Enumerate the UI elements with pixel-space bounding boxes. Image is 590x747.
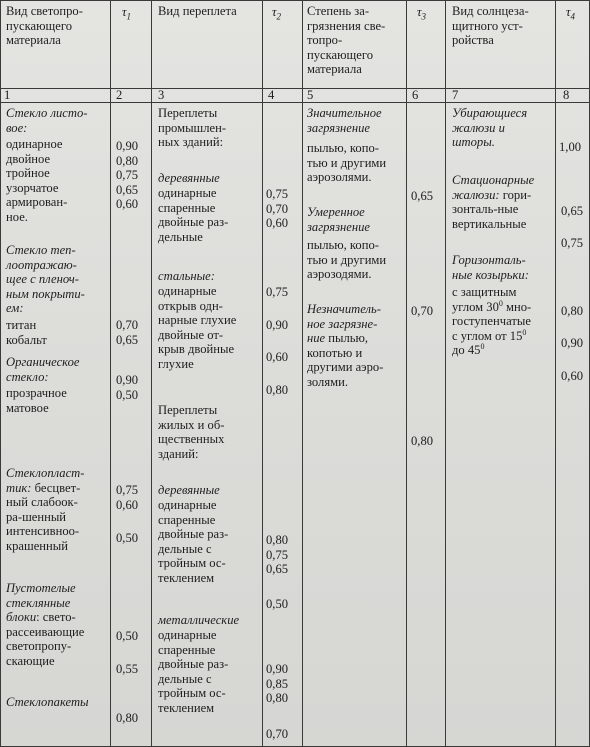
column-divider [445,0,446,747]
tau4-retractable: 1,00 [559,140,582,154]
tau1-hollow-a: 0,50 [116,629,139,643]
tau1-sheet-glass: 0,90 0,80 0,75 0,65 0,60 [116,139,139,212]
colnum-1: 1 [4,88,11,102]
header-frame: Вид переплета [158,4,237,18]
tau4-stationary-a: 0,65 [561,204,584,218]
header-divider [0,88,590,89]
column-divider [151,0,152,747]
tau2-steel-d: 0,80 [266,383,289,397]
wooden-frames-2-title: деревянные [158,483,220,497]
degree-mark: 0 [498,298,503,308]
colnum-5: 5 [307,88,314,102]
wooden-frames-title: деревянные [158,171,220,185]
wooden-frames-2-items: одинарные спаренные двойные раз- дельные с тройным ос- теклением [158,498,229,585]
tau1-heat-glass: 0,70 0,65 [116,318,139,347]
tau2-wooden-2-b: 0,50 [266,597,289,611]
tau-symbol: τ [122,5,127,19]
colnum-2: 2 [116,88,123,102]
degree-mark: 0 [522,327,527,337]
header-tau3 [417,5,426,22]
tau3-light: 0,80 [411,434,434,448]
wooden-frames-items: одинарные спаренные двойные раз- дельные [158,186,229,244]
tau1-organic-glass: 0,90 0,50 [116,373,139,402]
tau4-visor-b: 0,90 [561,336,584,350]
tau-symbol: τ [566,5,571,19]
tau3-heavy: 0,65 [411,189,434,203]
tau-subscript: 3 [421,11,427,22]
tau1-fiberglass-b: 0,50 [116,531,139,545]
fiberglass-title: Стеклопласт- тик: [6,466,85,495]
visor-line: гоступенчатые [452,314,531,329]
steel-frames-items: одинарные открыв одн- нарные глухие двойные от- крыв двойные глухие [158,284,237,371]
tau-subscript: 1 [126,11,132,22]
visor-line [452,343,556,358]
tau1-fiberglass-a: 0,75 0,60 [116,483,139,512]
visor-line [452,329,556,344]
header-pollution: Степень за- грязнения све- топро- пускающего материала [307,4,386,77]
tau1-hollow-b: 0,55 [116,662,139,676]
tau-symbol: τ [272,5,277,19]
visor-text: мно- [502,299,532,314]
tau-subscript: 4 [570,11,576,22]
organic-glass-title: Органическое стекло: [6,355,80,384]
colnum-divider [0,102,590,103]
metal-frames-items: одинарные спаренные двойные раз- дельные с тройным ос- теклением [158,628,229,715]
organic-glass-items: прозрачное матовое [6,386,67,415]
tau-subscript: 2 [276,11,282,22]
tau4-visor-c: 0,60 [561,369,584,383]
tau1-packets: 0,80 [116,711,139,725]
colnum-8: 8 [563,88,570,102]
moderate-pollution-title: Умеренное загрязнение [307,205,370,234]
table-border-left [0,0,1,747]
tau2-wooden-2: 0,80 0,75 0,65 [266,533,289,577]
residential-frames: Переплеты жилых и об- щественных зданий: [158,403,225,461]
tau2-metal: 0,90 0,85 0,80 [266,662,289,706]
stationary-blinds-title: Стационарные жалюзи: [452,173,535,202]
visors-items [452,285,556,358]
colnum-3: 3 [158,88,165,102]
header-tau2 [272,5,281,22]
column-divider [110,0,111,747]
moderate-pollution-items: пылью, копо- тью и другими аэрозодями. [307,238,387,282]
retractable-blinds: Убирающиеся жалюзи и шторы. [452,106,528,150]
light-pollution-title: Незначитель- ное загрязне- ние [307,302,381,346]
tau3-moderate: 0,70 [411,304,434,318]
tau4-stationary-b: 0,75 [561,236,584,250]
metal-frames-title: металлические [158,613,240,627]
light-pollution-cell [307,302,406,390]
heavy-pollution-items: пылью, копо- тью и другими аэрозолями. [307,141,387,185]
header-tau4 [566,5,575,22]
light-pollution-items: пылью, копотью и другими аэро- золями. [307,331,384,389]
visor-text: с углом от 15 [452,328,523,343]
header-tau1 [122,5,131,22]
tau-symbol: τ [417,5,422,19]
hollow-blocks-cell [6,581,110,669]
header-material: Вид светопро- пускающего материала [6,4,83,48]
visor-line: с защитным [452,285,517,299]
stationary-blinds-items: гори- зонталь-ные вертикальные [452,187,532,231]
column-divider [262,0,263,747]
fiberglass-items: бесцвет- ный слабоок- ра-шенный интенсивноо- крашенный [6,480,81,553]
column-divider [302,0,303,747]
tau4-visor-a: 0,80 [561,304,584,318]
visor-text: до 45 [452,343,481,358]
visor-text: углом 30 [452,299,499,314]
colnum-6: 6 [412,88,419,102]
tau2-steel-a: 0,75 [266,285,289,299]
glass-packets-title: Стеклопакеты [6,695,89,709]
fiberglass-cell [6,466,110,554]
steel-frames-title: стальные: [158,269,215,283]
hollow-blocks-title: Пустотелые стеклянные блоки [6,581,76,625]
visors-title: Горизонталь- ные козырьки: [452,253,529,282]
tau2-wooden: 0,75 0,70 0,60 [266,187,289,231]
heat-glass-title: Стекло теп- лоотражаю- щее с пленоч- ным покрыти- ем: [6,243,85,316]
column-divider [406,0,407,747]
visor-line [452,300,556,315]
header-sunshade: Вид солнцеза- щитного уст- ройства [452,4,529,48]
stationary-blinds-cell [452,173,556,231]
industrial-frames: Переплеты промышлен- ных зданий: [158,106,227,150]
table-border-top [0,0,590,1]
heat-glass-items: титан кобальт [6,318,47,347]
hollow-blocks-items: : свето- рассеивающие светопропу- скающие [6,610,85,668]
sheet-glass-items: одинарное двойное тройное узорчатое армирован- ное. [6,137,68,224]
tau2-metal-b: 0,70 [266,727,289,741]
degree-mark: 0 [480,342,485,352]
sheet-glass-title: Стекло листо- вое: [6,106,88,135]
colnum-4: 4 [268,88,275,102]
tau2-steel-c: 0,60 [266,350,289,364]
tau2-steel-b: 0,90 [266,318,289,332]
heavy-pollution-title: Значительное загрязнение [307,106,382,135]
colnum-7: 7 [452,88,459,102]
